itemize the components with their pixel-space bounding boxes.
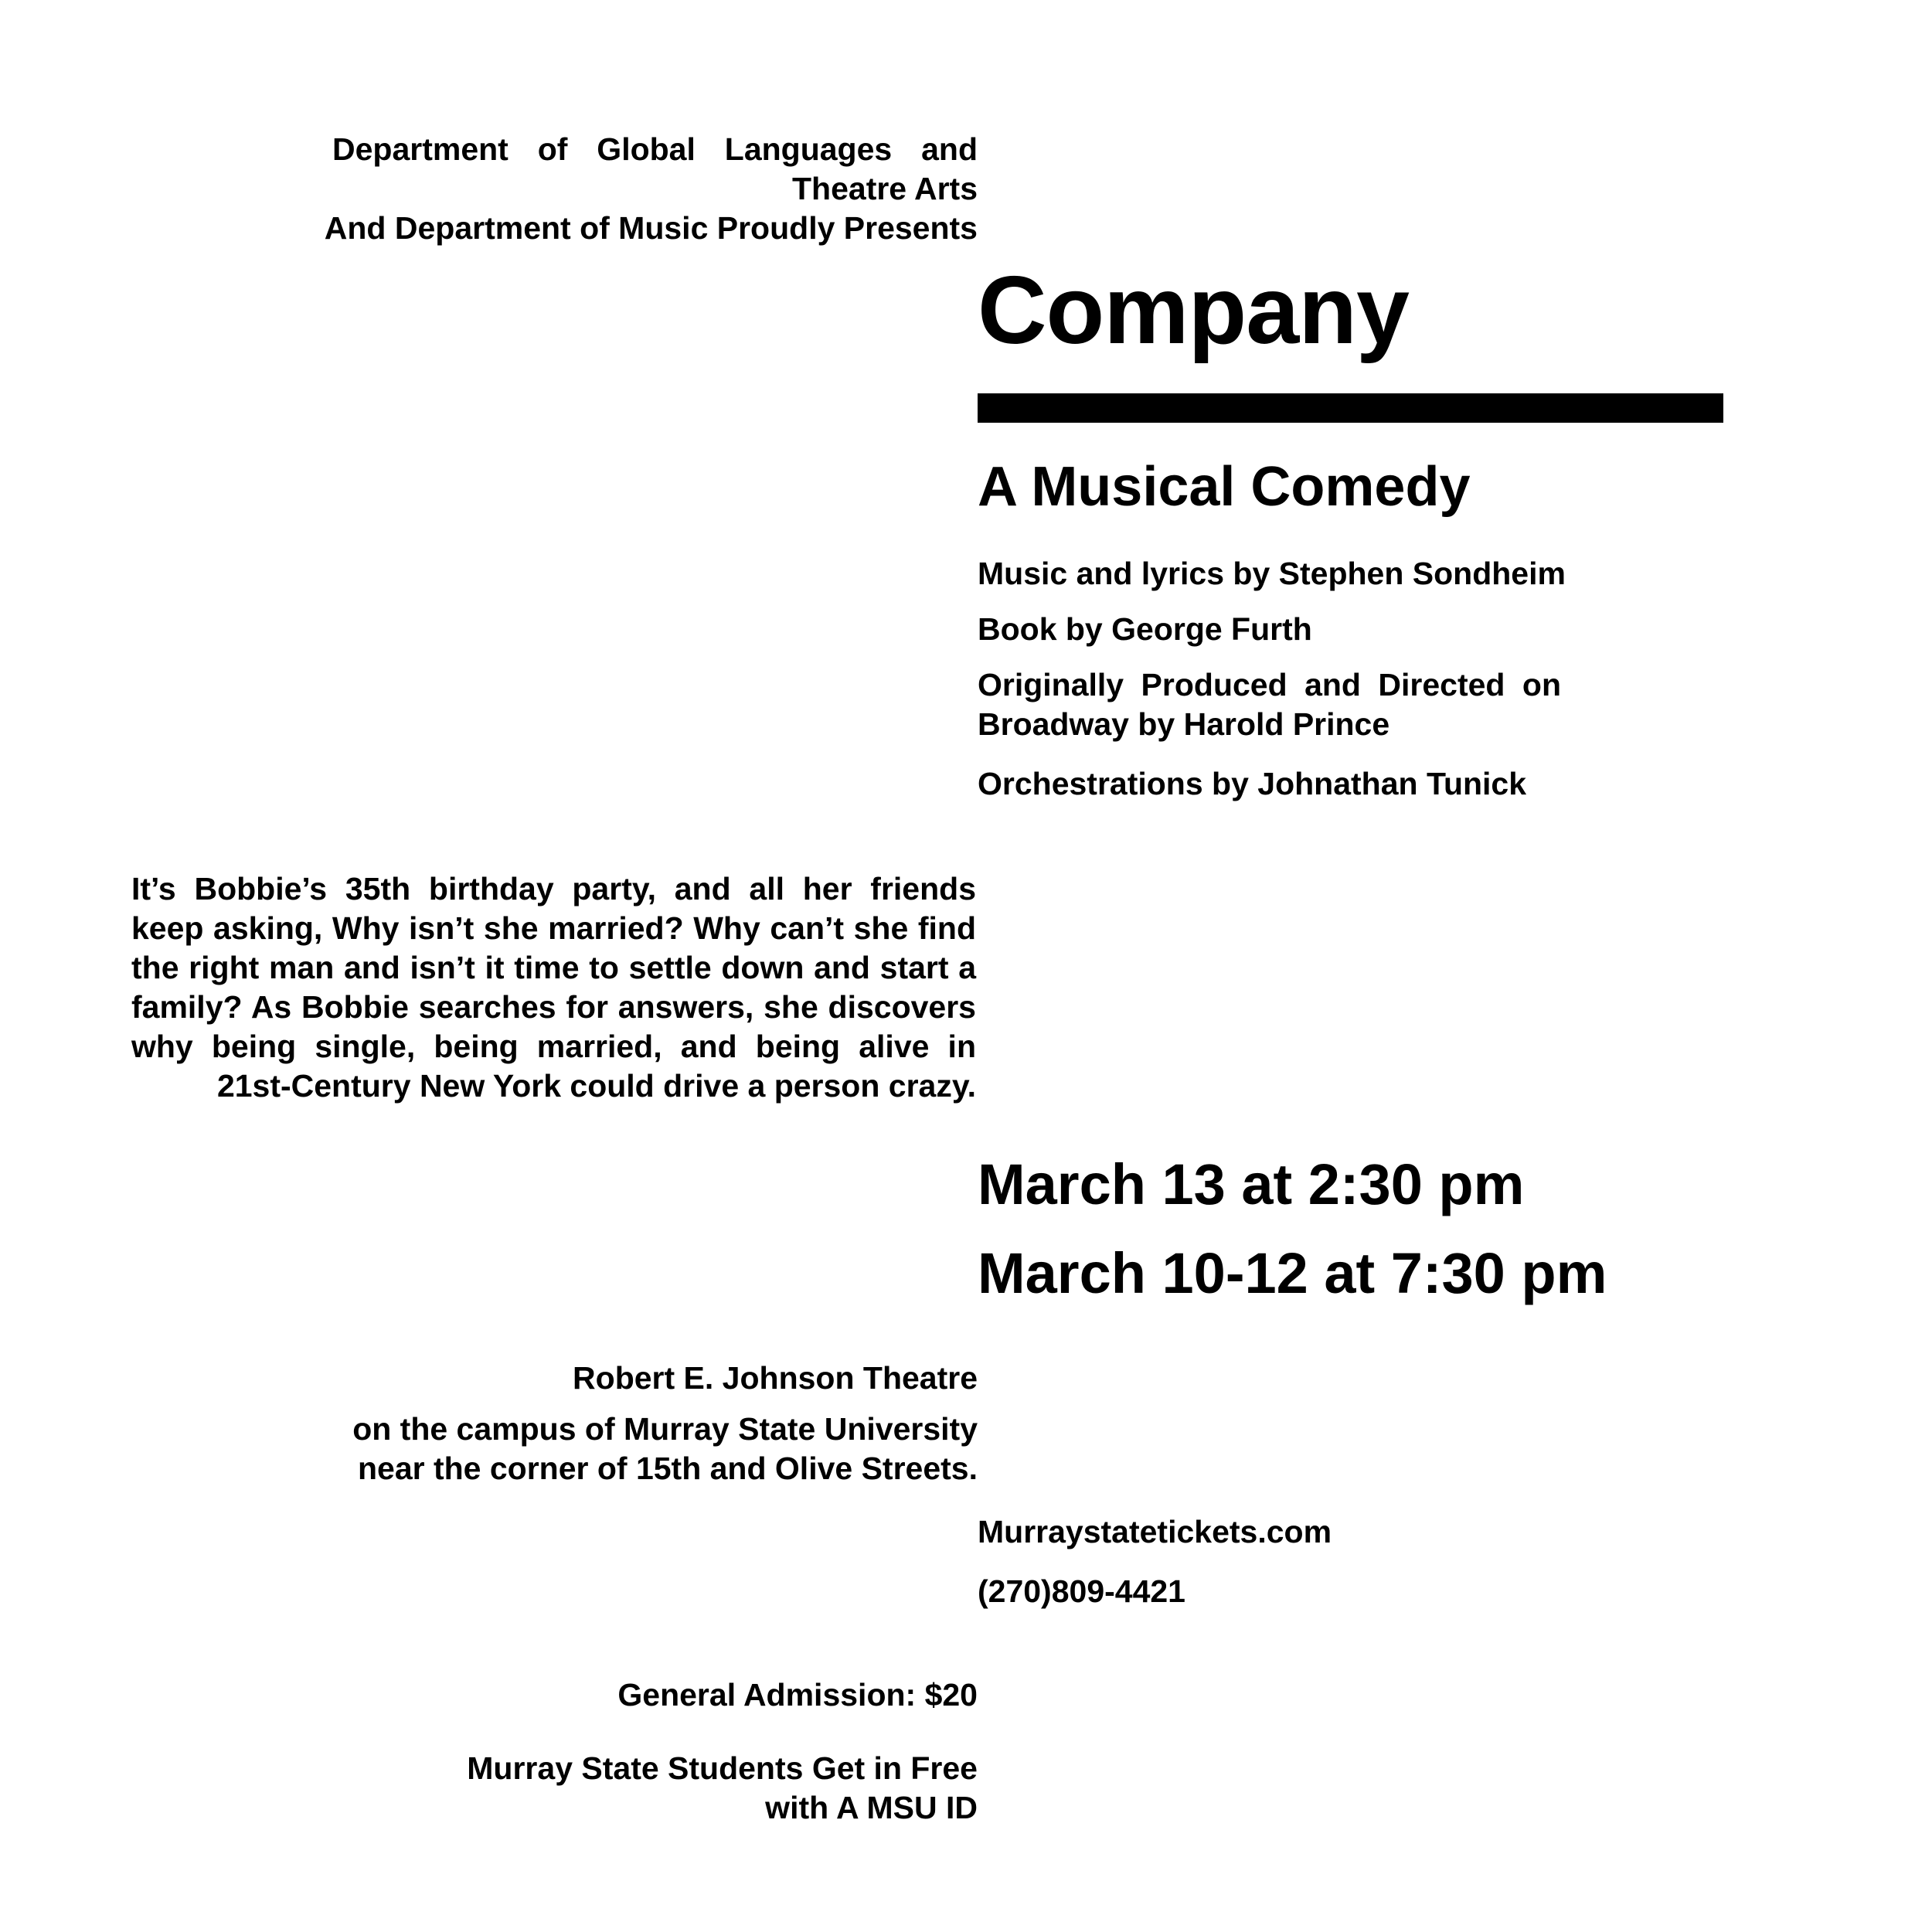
venue-location-line-1: on the campus of Murray State University: [352, 1411, 978, 1447]
credit-orchestrations: Orchestrations by Johnathan Tunick: [978, 766, 1527, 801]
showtime-evening: March 10-12 at 7:30 pm: [978, 1241, 1607, 1305]
presenter-line-1: Department of Global Languages and: [332, 131, 978, 167]
credit-music-lyrics: Music and lyrics by Stephen Sondheim: [978, 556, 1566, 591]
showtime-matinee: March 13 at 2:30 pm: [978, 1152, 1525, 1216]
synopsis-paragraph: It’s Bobbie’s 35th birthday party, and all her friends keep asking, Why isn’t she married? Why can’t she find the right man and isn’t it time to settle down and start a family? As Bobbie searches for answers, she discovers why being single, being married, and being alive in 21st-Century New York could drive a person crazy.: [131, 871, 976, 1104]
presenter-block: [294, 130, 978, 248]
credit-original-production: Originally Produced and Directed on Broadway by Harold Prince: [978, 667, 1561, 742]
student-admission-line-1: Murray State Students Get in Free: [467, 1750, 978, 1786]
general-admission: General Admission: $20: [617, 1677, 978, 1713]
show-subtitle: A Musical Comedy: [978, 456, 1471, 518]
presenter-line-2: Theatre Arts: [792, 171, 978, 206]
show-title: Company: [978, 257, 1409, 364]
venue-location: [232, 1410, 978, 1488]
title-rule: [978, 393, 1723, 423]
credit-book: Book by George Furth: [978, 611, 1312, 647]
venue-name: Robert E. Johnson Theatre: [573, 1360, 978, 1396]
student-admission: [232, 1749, 978, 1828]
venue-location-line-2: near the corner of 15th and Olive Streets.: [357, 1451, 978, 1486]
tickets-phone: (270)809-4421: [978, 1573, 1185, 1609]
student-admission-line-2: with A MSU ID: [765, 1790, 978, 1825]
tickets-website-link[interactable]: Murraystatetickets.com: [978, 1514, 1332, 1549]
presenter-line-3: And Department of Music Proudly Presents: [324, 210, 978, 246]
